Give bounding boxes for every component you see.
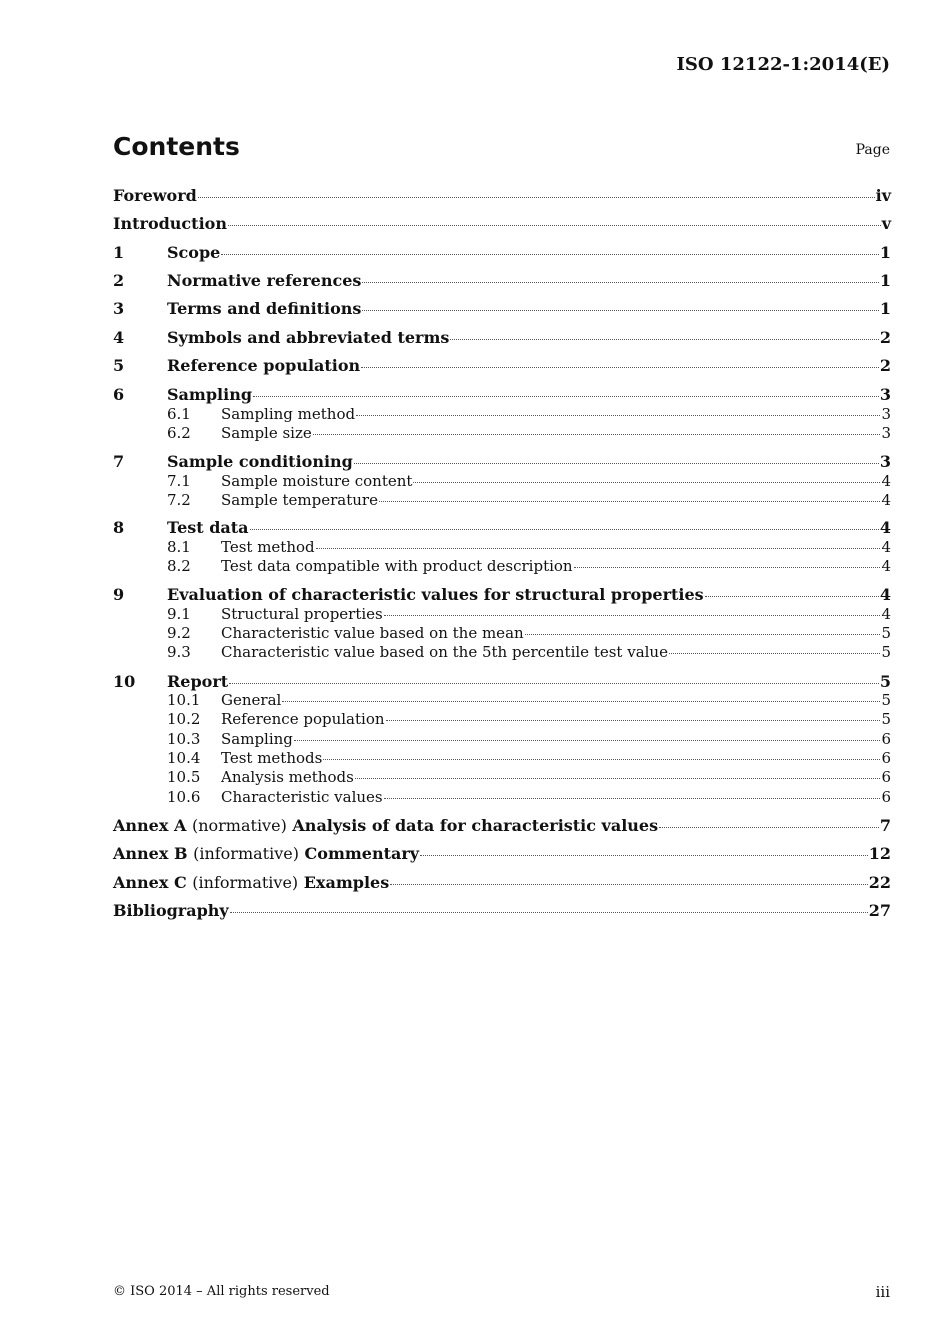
toc-entry-number: 10 — [113, 672, 136, 691]
annex-label: Annex B — [113, 844, 188, 863]
document-id: ISO 12122-1:2014(E) — [676, 54, 890, 75]
toc-entry-title: Structural properties — [221, 605, 383, 623]
toc-entry-title: Report — [167, 672, 229, 691]
toc-entry-page: 3 — [881, 405, 891, 423]
toc-entry-title: Scope — [167, 243, 221, 262]
annex-title: Commentary — [304, 844, 420, 863]
toc-subentry[interactable] — [113, 768, 891, 786]
dot-leader — [355, 778, 881, 779]
annex-label: Annex C — [113, 873, 187, 892]
toc-entry-title: Sample size — [221, 424, 312, 442]
dot-leader — [659, 827, 879, 828]
toc-entry-number: 6 — [113, 385, 125, 404]
toc-subentry[interactable] — [113, 691, 891, 709]
dot-leader — [386, 720, 881, 721]
dot-leader — [198, 197, 875, 198]
toc-entry-page: 4 — [881, 605, 891, 623]
toc-entry-number: 7.1 — [167, 472, 191, 490]
annex-kind: (informative) — [192, 873, 299, 892]
toc-entry-page: 1 — [879, 243, 891, 262]
dot-leader — [413, 482, 880, 483]
toc-entry-number: 5 — [113, 356, 125, 375]
dot-leader — [230, 912, 868, 913]
toc-entry-number: 9.2 — [167, 624, 191, 642]
toc-entry-page: 3 — [879, 385, 891, 404]
toc-entry-page: 12 — [868, 844, 891, 863]
dot-leader — [450, 339, 878, 340]
toc-entry-page: 4 — [881, 491, 891, 509]
toc-entry-title: Reference population — [167, 356, 361, 375]
dot-leader — [250, 529, 879, 530]
toc-entry-title: Analysis methods — [221, 768, 354, 786]
toc-entry-number: 9.1 — [167, 605, 191, 623]
toc-entry[interactable] — [113, 243, 891, 262]
dot-leader — [323, 759, 880, 760]
toc-entry-page: v — [881, 214, 891, 233]
toc-subentry[interactable] — [113, 491, 891, 509]
toc-subentry[interactable] — [113, 405, 891, 423]
dot-leader — [574, 567, 881, 568]
annex-title: Examples — [303, 873, 390, 892]
toc-entry-number: 9.3 — [167, 643, 191, 661]
toc-entry-number: 8.2 — [167, 557, 191, 575]
toc-entry-page: 5 — [881, 624, 891, 642]
toc-entry-title: Sample moisture content — [221, 472, 413, 490]
toc-entry-number: 1 — [113, 243, 125, 262]
toc-entry[interactable] — [113, 328, 891, 347]
dot-leader — [361, 367, 879, 368]
toc-subentry[interactable] — [113, 788, 891, 806]
dot-leader — [362, 282, 878, 283]
toc-entry-title: Normative references — [167, 271, 362, 290]
dot-leader — [294, 740, 881, 741]
toc-subentry[interactable] — [113, 643, 891, 661]
toc-subentry[interactable] — [113, 710, 891, 728]
toc-entry-title: Evaluation of characteristic values for structural properties — [167, 585, 704, 604]
toc-entry-title: Test method — [221, 538, 315, 556]
toc-entry-page: 6 — [881, 768, 891, 786]
toc-entry[interactable] — [113, 186, 891, 205]
toc-entry-page: 2 — [879, 328, 891, 347]
toc-entry-number: 10.1 — [167, 691, 201, 709]
toc-subentry[interactable] — [113, 424, 891, 442]
toc-entry-title: General — [221, 691, 282, 709]
toc-entry-page: 27 — [868, 901, 891, 920]
toc-entry-page: 4 — [881, 472, 891, 490]
dot-leader — [229, 683, 879, 684]
toc-entry-title: Foreword — [113, 186, 197, 205]
toc-entry-title — [113, 816, 658, 835]
toc-entry-number: 6.2 — [167, 424, 191, 442]
toc-annex-entry[interactable] — [113, 873, 891, 892]
toc-entry-page: 4 — [881, 557, 891, 575]
toc-entry-title: Test methods — [221, 749, 323, 767]
dot-leader — [379, 501, 881, 502]
toc-entry-page: 1 — [879, 271, 891, 290]
toc-entry-title: Introduction — [113, 214, 227, 233]
annex-label: Annex A — [113, 816, 187, 835]
toc-entry-page: 6 — [881, 749, 891, 767]
dot-leader — [253, 396, 879, 397]
toc-entry-number: 4 — [113, 328, 125, 347]
toc-entry[interactable] — [113, 452, 891, 471]
annex-kind: (normative) — [191, 816, 287, 835]
dot-leader — [669, 653, 880, 654]
toc-entry[interactable] — [113, 518, 891, 537]
toc-entry-page: 3 — [879, 452, 891, 471]
copyright-footer: © ISO 2014 – All rights reserved — [113, 1284, 330, 1299]
toc-subentry[interactable] — [113, 605, 891, 623]
page-number: iii — [875, 1283, 890, 1301]
toc-entry-title: Characteristic value based on the mean — [221, 624, 524, 642]
toc-entry-number: 6.1 — [167, 405, 191, 423]
toc-entry-page: 5 — [881, 643, 891, 661]
annex-kind: (informative) — [193, 844, 299, 863]
toc-entry-title: Sampling — [221, 730, 293, 748]
toc-subentry[interactable] — [113, 538, 891, 556]
toc-entry-title — [113, 844, 419, 863]
toc-subentry[interactable] — [113, 624, 891, 642]
contents-title: Contents — [113, 132, 240, 161]
toc-subentry[interactable] — [113, 557, 891, 575]
toc-entry-title: Sampling method — [221, 405, 356, 423]
dot-leader — [221, 254, 879, 255]
dot-leader — [313, 434, 881, 435]
dot-leader — [384, 798, 881, 799]
dot-leader — [390, 884, 868, 885]
toc-entry-number: 10.3 — [167, 730, 201, 748]
toc-subentry[interactable] — [113, 472, 891, 490]
annex-title: Analysis of data for characteristic values — [292, 816, 659, 835]
toc-entry-number: 10.4 — [167, 749, 201, 767]
dot-leader — [705, 596, 879, 597]
dot-leader — [354, 463, 879, 464]
toc-entry-title: Symbols and abbreviated terms — [167, 328, 450, 347]
toc-entry-page: 2 — [879, 356, 891, 375]
toc-entry-number: 9 — [113, 585, 125, 604]
toc-subentry[interactable] — [113, 730, 891, 748]
dot-leader — [356, 415, 880, 416]
toc-entry-title: Characteristic values — [221, 788, 383, 806]
dot-leader — [384, 615, 881, 616]
toc-entry[interactable] — [113, 299, 891, 318]
toc-entry-page: 5 — [881, 691, 891, 709]
toc-entry-title: Sample temperature — [221, 491, 378, 509]
toc-entry-number: 10.2 — [167, 710, 201, 728]
toc-entry-title: Test data compatible with product description — [221, 557, 573, 575]
toc-entry-title: Bibliography — [113, 901, 229, 920]
toc-entry-title: Reference population — [221, 710, 385, 728]
toc-entry-page: 6 — [881, 730, 891, 748]
toc-entry-number: 3 — [113, 299, 125, 318]
toc-entry-number: 2 — [113, 271, 125, 290]
toc-entry-number: 8 — [113, 518, 125, 537]
toc-entry[interactable] — [113, 901, 891, 920]
toc-entry[interactable] — [113, 214, 891, 233]
toc-annex-entry[interactable] — [113, 844, 891, 863]
toc-entry-title: Sample conditioning — [167, 452, 353, 471]
dot-leader — [228, 225, 881, 226]
toc-entry-page: 4 — [879, 518, 891, 537]
toc-entry-title — [113, 873, 389, 892]
toc-entry[interactable] — [113, 672, 891, 691]
toc-entry-page: iv — [875, 186, 891, 205]
toc-entry-page: 5 — [879, 672, 891, 691]
toc-entry[interactable] — [113, 585, 891, 604]
dot-leader — [316, 548, 881, 549]
toc-entry-number: 7.2 — [167, 491, 191, 509]
toc-entry-page: 6 — [881, 788, 891, 806]
toc-entry-number: 7 — [113, 452, 125, 471]
dot-leader — [282, 701, 880, 702]
toc-entry-page: 4 — [881, 538, 891, 556]
toc-annex-entry[interactable] — [113, 816, 891, 835]
toc-entry[interactable] — [113, 356, 891, 375]
toc-entry-number: 10.5 — [167, 768, 201, 786]
toc-entry-page: 5 — [881, 710, 891, 728]
page-column-label: Page — [855, 142, 890, 158]
dot-leader — [362, 310, 878, 311]
toc-subentry[interactable] — [113, 749, 891, 767]
toc-entry-page: 1 — [879, 299, 891, 318]
dot-leader — [525, 634, 881, 635]
dot-leader — [420, 855, 868, 856]
toc-entry[interactable] — [113, 271, 891, 290]
toc-entry-page: 22 — [868, 873, 891, 892]
toc-entry-title: Sampling — [167, 385, 253, 404]
toc-entry-title: Terms and definitions — [167, 299, 362, 318]
toc-entry-number: 8.1 — [167, 538, 191, 556]
toc-entry-page: 7 — [879, 816, 891, 835]
toc-entry[interactable] — [113, 385, 891, 404]
toc-entry-page: 4 — [879, 585, 891, 604]
toc-entry-title: Test data — [167, 518, 249, 537]
toc-entry-title: Characteristic value based on the 5th percentile test value — [221, 643, 668, 661]
toc-entry-number: 10.6 — [167, 788, 201, 806]
toc-entry-page: 3 — [881, 424, 891, 442]
